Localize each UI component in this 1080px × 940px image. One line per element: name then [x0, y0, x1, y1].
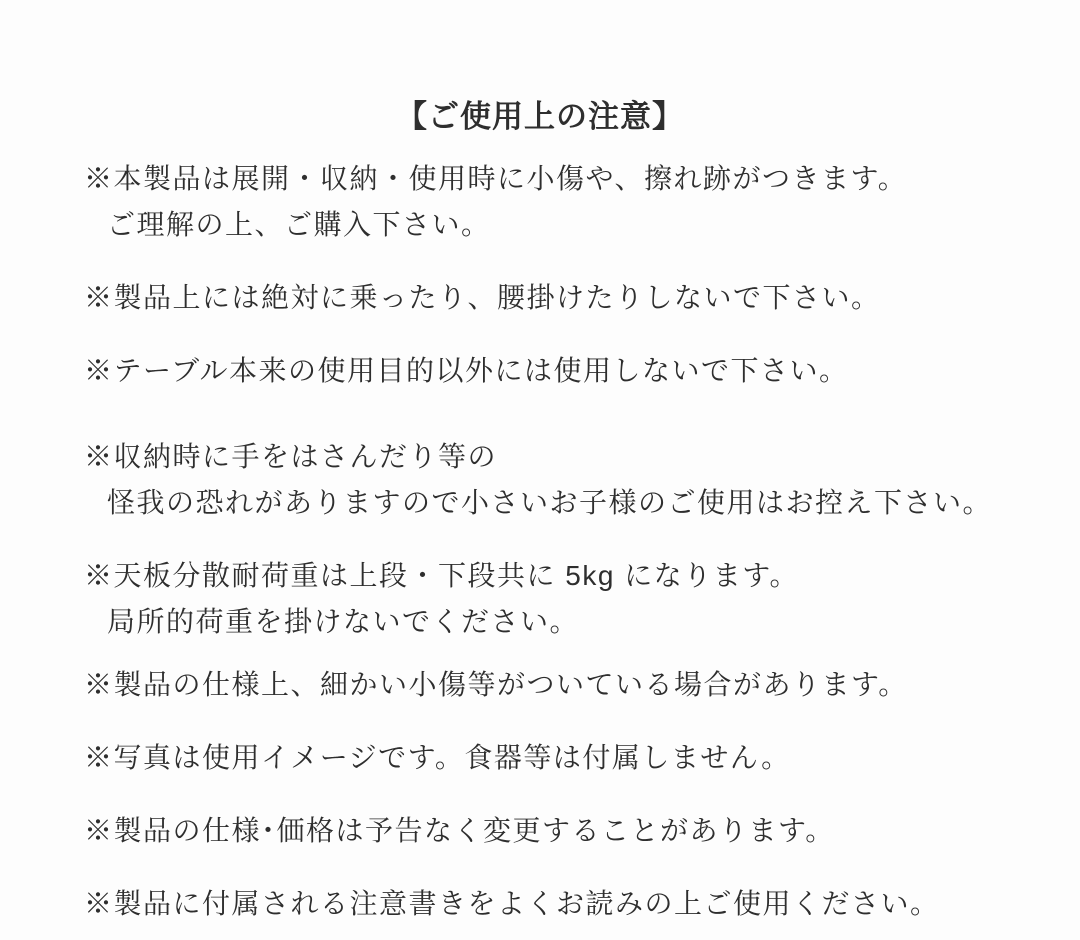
notice-item [84, 881, 1040, 927]
notice-line: ※製品上には絶対に乗ったり、腰掛けたりしないで下さい。 [84, 282, 881, 313]
notice-line: ※製品に付属される注意書きをよくお読みの上ご使用ください。 [84, 888, 940, 919]
notice-item [84, 348, 1040, 394]
notice-line: ※テーブル本来の使用目的以外には使用しないで下さい。 [84, 355, 849, 386]
notice-item [84, 662, 1040, 708]
notice-line: ※製品の仕様･価格は予告なく変更することがあります。 [84, 815, 835, 846]
page-title: 【ご使用上の注意】 [396, 99, 684, 134]
notice-item [84, 808, 1040, 854]
notice-item [84, 275, 1040, 321]
notice-line: ※本製品は展開・収納・使用時に小傷や、擦れ跡がつきます。 [84, 163, 908, 194]
notice-line: ※収納時に手をはさんだり等の [84, 441, 498, 472]
notice-line-continuation: 局所的荷重を掛けないでください。 [107, 606, 580, 637]
notice-line-continuation: ご理解の上、ご購入下さい。 [107, 209, 491, 240]
notice-line: ※天板分散耐荷重は上段・下段共に 5kg になります。 [84, 560, 799, 591]
notice-item [84, 156, 1040, 248]
notice-item [84, 434, 1040, 526]
notice-line: ※写真は使用イメージです。食器等は付属しません。 [84, 742, 791, 773]
notice-item [84, 553, 1040, 645]
notice-line: ※製品の仕様上、細かい小傷等がついている場合があります。 [84, 669, 908, 700]
notice-item [84, 735, 1040, 781]
notice-line-continuation: 怪我の恐れがありますので小さいお子様のご使用はお控え下さい。 [107, 487, 993, 518]
